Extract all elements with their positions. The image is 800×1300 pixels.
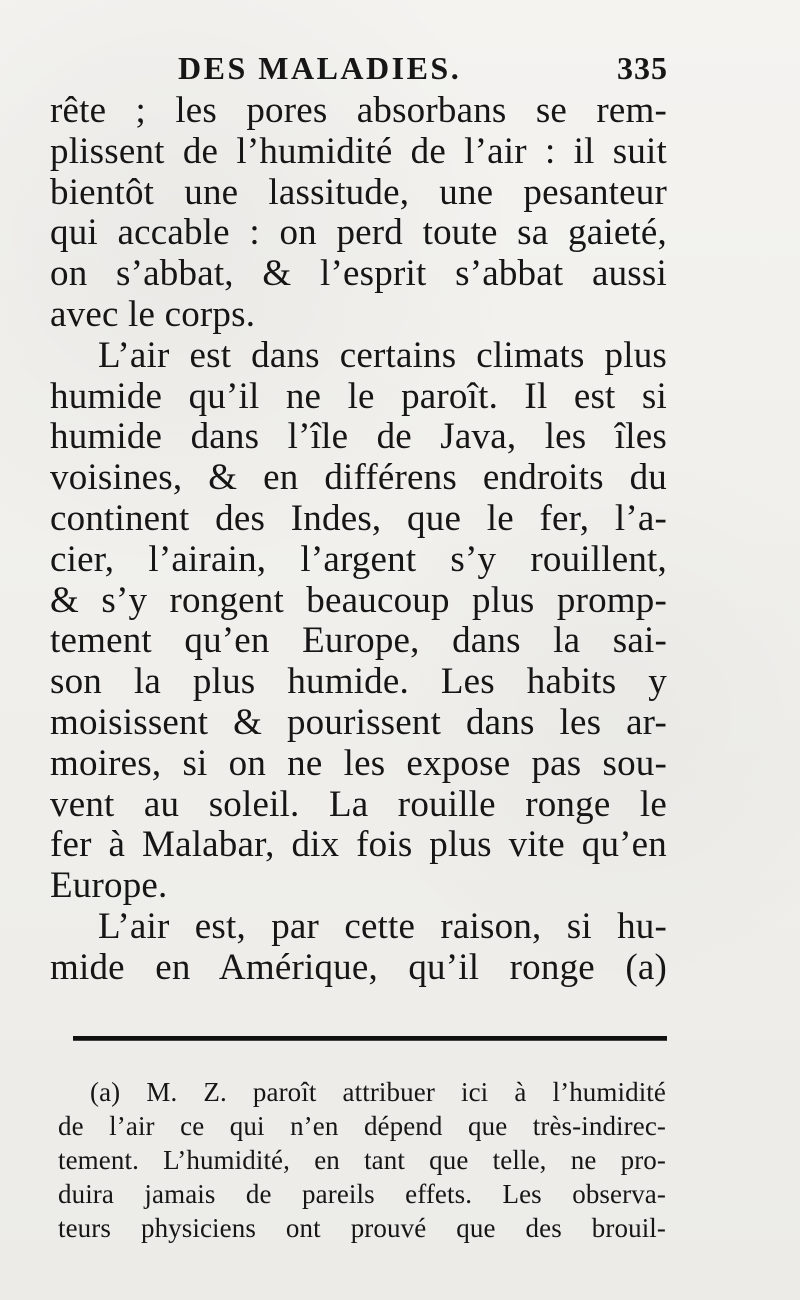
footnote-block: [58, 1075, 666, 1245]
text-line: avec le corps.: [50, 293, 256, 335]
running-head: [178, 46, 668, 90]
paragraph-first-line: L’air est, par cette raison, si hu-: [98, 905, 667, 947]
text-line: fer à Malabar, dix fois plus vite qu’en: [50, 824, 667, 866]
text-line: mide en Amérique, qu’il ronge (a): [50, 946, 667, 988]
text-line: continent des Indes, que le fer, l’a-: [50, 497, 667, 539]
text-line: humide qu’il ne le paroît. Il est si: [50, 375, 667, 417]
footnote-line: teurs physiciens ont prouvé que des brouil-: [58, 1213, 666, 1243]
page-number: 335: [617, 50, 668, 86]
footnote-separator-rule: [73, 1036, 667, 1040]
text-line: rête ; les pores absorbans se rem-: [50, 90, 667, 131]
text-line: & s’y rongent beaucoup plus promp-: [50, 579, 667, 621]
text-line: tement qu’en Europe, dans la sai-: [50, 620, 667, 662]
text-line: moires, si on ne les expose pas sou-: [50, 742, 667, 784]
footnote-line: tement. L’humidité, en tant que telle, ne pro-: [58, 1145, 666, 1175]
text-line: Europe.: [50, 865, 168, 907]
footnote-line: duira jamais de pareils effets. Les observa-: [58, 1179, 666, 1209]
text-line: voisines, & en différens endroits du: [50, 457, 667, 499]
text-line: plissent de l’humidité de l’air : il suit: [50, 130, 667, 172]
text-line: humide dans l’île de Java, les îles: [50, 416, 667, 458]
paragraph-first-line: L’air est dans certains climats plus: [98, 334, 667, 376]
text-line: moisissent & pourissent dans les ar-: [50, 701, 667, 743]
footnote-line: (a) M. Z. paroît attribuer ici à l’humidité: [90, 1077, 666, 1107]
running-title: DES MALADIES.: [178, 50, 462, 86]
text-line: vent au soleil. La rouille ronge le: [50, 783, 667, 825]
text-line: qui accable : on perd toute sa gaieté,: [50, 212, 667, 254]
main-text-block: [50, 91, 667, 989]
text-line: bientôt une lassitude, une pesanteur: [50, 171, 667, 213]
text-line: cier, l’airain, l’argent s’y rouillent,: [50, 538, 667, 580]
text-line: on s’abbat, & l’esprit s’abbat aussi: [50, 253, 667, 295]
text-line: son la plus humide. Les habits y: [50, 661, 667, 703]
footnote-line: de l’air ce qui n’en dépend que très-indirec-: [58, 1111, 666, 1141]
